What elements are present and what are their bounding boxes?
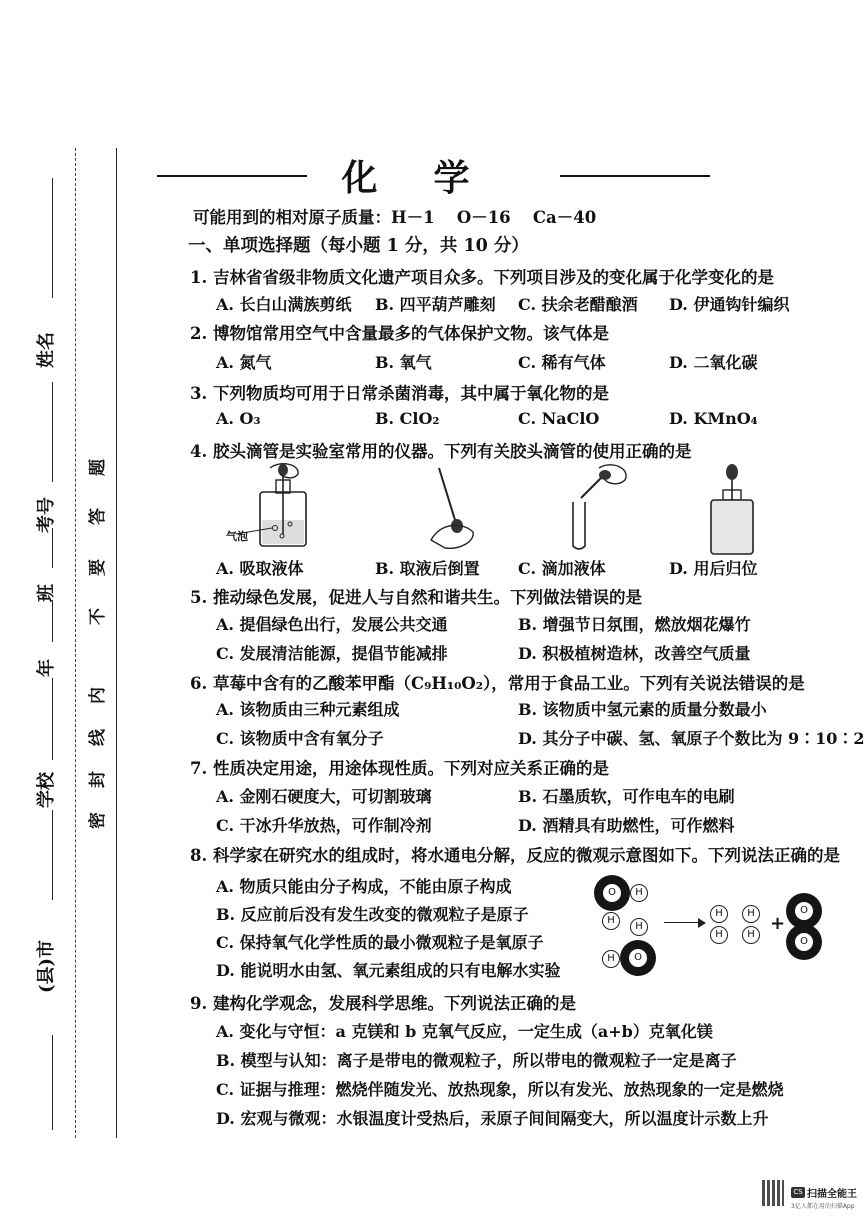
option: D. KMnO₄: [669, 409, 758, 428]
oxygen-atom: O: [620, 940, 656, 976]
figure-d-dropper-in-bottle: [705, 462, 765, 556]
oxygen-atom: O: [786, 893, 822, 929]
class-underline: [52, 528, 53, 568]
hydrogen-atom: H: [742, 905, 760, 923]
option: C. 滴加液体: [518, 559, 606, 578]
hydrogen-atom: H: [710, 905, 728, 923]
watermark-brand: 扫描全能王: [807, 1189, 857, 1200]
seal-char: 封: [88, 771, 108, 788]
option: D. 用后归位: [669, 559, 758, 578]
option: A. 金刚石硬度大，可切割玻璃: [216, 787, 432, 806]
option: A. 提倡绿色出行，发展公共交通: [216, 615, 448, 634]
class-label: 班: [36, 584, 57, 602]
plus-sign: +: [770, 913, 786, 934]
question-stem: 4. 胶头滴管是实验室常用的仪器。下列有关胶头滴管的使用正确的是: [190, 442, 692, 461]
oxygen-atom: O: [594, 875, 630, 911]
option: A. 物质只能由分子构成，不能由原子构成: [216, 877, 512, 896]
option: D. 伊通钩针编织: [669, 295, 790, 314]
margin-border-line-inner: [75, 148, 76, 1138]
option: B. 四平葫芦雕刻: [375, 295, 496, 314]
option: B. 反应前后没有发生改变的微观粒子是原子: [216, 905, 529, 924]
question-stem: 2. 博物馆常用空气中含量最多的气体保护文物。该气体是: [190, 324, 609, 343]
question-stem: 9. 建构化学观念，发展科学思维。下列说法正确的是: [190, 994, 576, 1013]
title-rule-left: [157, 175, 307, 177]
option: D. 酒精具有助燃性，可作燃料: [518, 816, 735, 835]
option: B. 取液后倒置: [375, 559, 480, 578]
seal-char: 题: [88, 459, 108, 476]
city-underline: [52, 810, 53, 900]
option: D. 二氧化碳: [669, 353, 758, 372]
hydrogen-atom: H: [742, 926, 760, 944]
option: C. 发展清洁能源，提倡节能减排: [216, 644, 448, 663]
question-stem: 5. 推动绿色发展，促进人与自然和谐共生。下列做法错误的是: [190, 588, 642, 607]
hydrogen-atom: H: [630, 884, 648, 902]
question-stem: 6. 草莓中含有的乙酸苯甲酯（C₉H₁₀O₂），常用于食品工业。下列有关说法错误的是: [190, 674, 805, 693]
hydrogen-atom: H: [602, 950, 620, 968]
title-rule-right: [560, 175, 710, 177]
option: B. 该物质中氢元素的质量分数最小: [518, 700, 767, 719]
title-text: 化学: [341, 157, 526, 199]
county-underline: [52, 1035, 53, 1130]
oxygen-atom: O: [786, 924, 822, 960]
reaction-arrow: [664, 922, 702, 923]
margin-border-line-outer: [116, 148, 117, 1138]
option: B. ClO₂: [375, 409, 440, 428]
grade-label: 年: [36, 659, 57, 677]
figure-label-bubble: 气泡: [226, 530, 248, 543]
option: D. 宏观与微观：水银温度计受热后，汞原子间间隔变大，所以温度计示数上升: [216, 1109, 769, 1128]
page-title: [0, 150, 867, 201]
question-stem: 8. 科学家在研究水的组成时，将水通电分解，反应的微观示意图如下。下列说法正确的是: [190, 846, 840, 865]
option: B. 增强节日氛围，燃放烟花爆竹: [518, 615, 751, 634]
option: D. 能说明水由氢、氧元素组成的只有电解水实验: [216, 961, 561, 980]
name-label: 姓名: [36, 332, 57, 368]
option: A. 该物质由三种元素组成: [216, 700, 400, 719]
option: D. 积极植树造林，改善空气质量: [518, 644, 751, 663]
question-stem: 1. 吉林省省级非物质文化遗产项目众多。下列项目涉及的变化属于化学变化的是: [190, 268, 774, 287]
figure-c-dropping-into-tube: [555, 462, 635, 552]
option: C. 保持氧气化学性质的最小微观粒子是氧原子: [216, 933, 544, 952]
question-stem: 3. 下列物质均可用于日常杀菌消毒，其中属于氧化物的是: [190, 384, 609, 403]
option: C. NaClO: [518, 409, 600, 428]
option: C. 稀有气体: [518, 353, 606, 372]
hydrogen-atom: H: [710, 926, 728, 944]
hydrogen-atom: H: [630, 918, 648, 936]
option: A. 吸取液体: [216, 559, 304, 578]
section-heading: 一、单项选择题（每小题 1 分，共 10 分）: [188, 236, 529, 256]
hydrogen-atom: H: [602, 912, 620, 930]
atomic-masses: 可能用到的相对原子质量：H－1 O－16 Ca－40: [193, 208, 597, 227]
option: C. 扶余老醋酿酒: [518, 295, 638, 314]
seal-char: 线: [88, 729, 108, 746]
seal-char: 内: [88, 687, 108, 704]
arrow-head: [698, 918, 706, 928]
grade-underline: [52, 600, 53, 642]
exam-no-label: 考号: [36, 497, 57, 533]
watermark-badge: CS: [791, 1187, 805, 1198]
option: A. O₃: [216, 409, 261, 428]
option: B. 石墨质软，可作电车的电刷: [518, 787, 735, 806]
option: C. 干冰升华放热，可作制冷剂: [216, 816, 432, 835]
option: B. 模型与认知：离子是带电的微观粒子，所以带电的微观粒子一定是离子: [216, 1051, 737, 1070]
seal-char: 不: [88, 608, 108, 625]
seal-char: 要: [88, 559, 108, 576]
option: C. 证据与推理：燃烧伴随发光、放热现象，所以有发光、放热现象的一定是燃烧: [216, 1080, 784, 1099]
qr-code-icon: [762, 1180, 784, 1206]
seal-char: 答: [88, 508, 108, 525]
figure-b-inverted-dropper: [415, 462, 485, 552]
option: A. 氮气: [216, 353, 272, 372]
school-underline: [52, 678, 53, 760]
seal-char: 密: [88, 812, 108, 829]
exam-no-underline: [52, 382, 53, 482]
option: A. 长白山满族剪纸: [216, 295, 352, 314]
question-stem: 7. 性质决定用途，用途体现性质。下列对应关系正确的是: [190, 759, 609, 778]
watermark-subtitle: 3亿人都在用的扫描App: [791, 1203, 855, 1210]
option: B. 氧气: [375, 353, 432, 372]
city-label: (县)市: [36, 939, 57, 993]
option: A. 变化与守恒：a 克镁和 b 克氧气反应，一定生成（a+b）克氧化镁: [216, 1022, 713, 1041]
option: C. 该物质中含有氧分子: [216, 729, 384, 748]
school-label: 学校: [36, 772, 57, 808]
option: D. 其分子中碳、氢、氧原子个数比为 9∶10∶2: [518, 729, 865, 748]
